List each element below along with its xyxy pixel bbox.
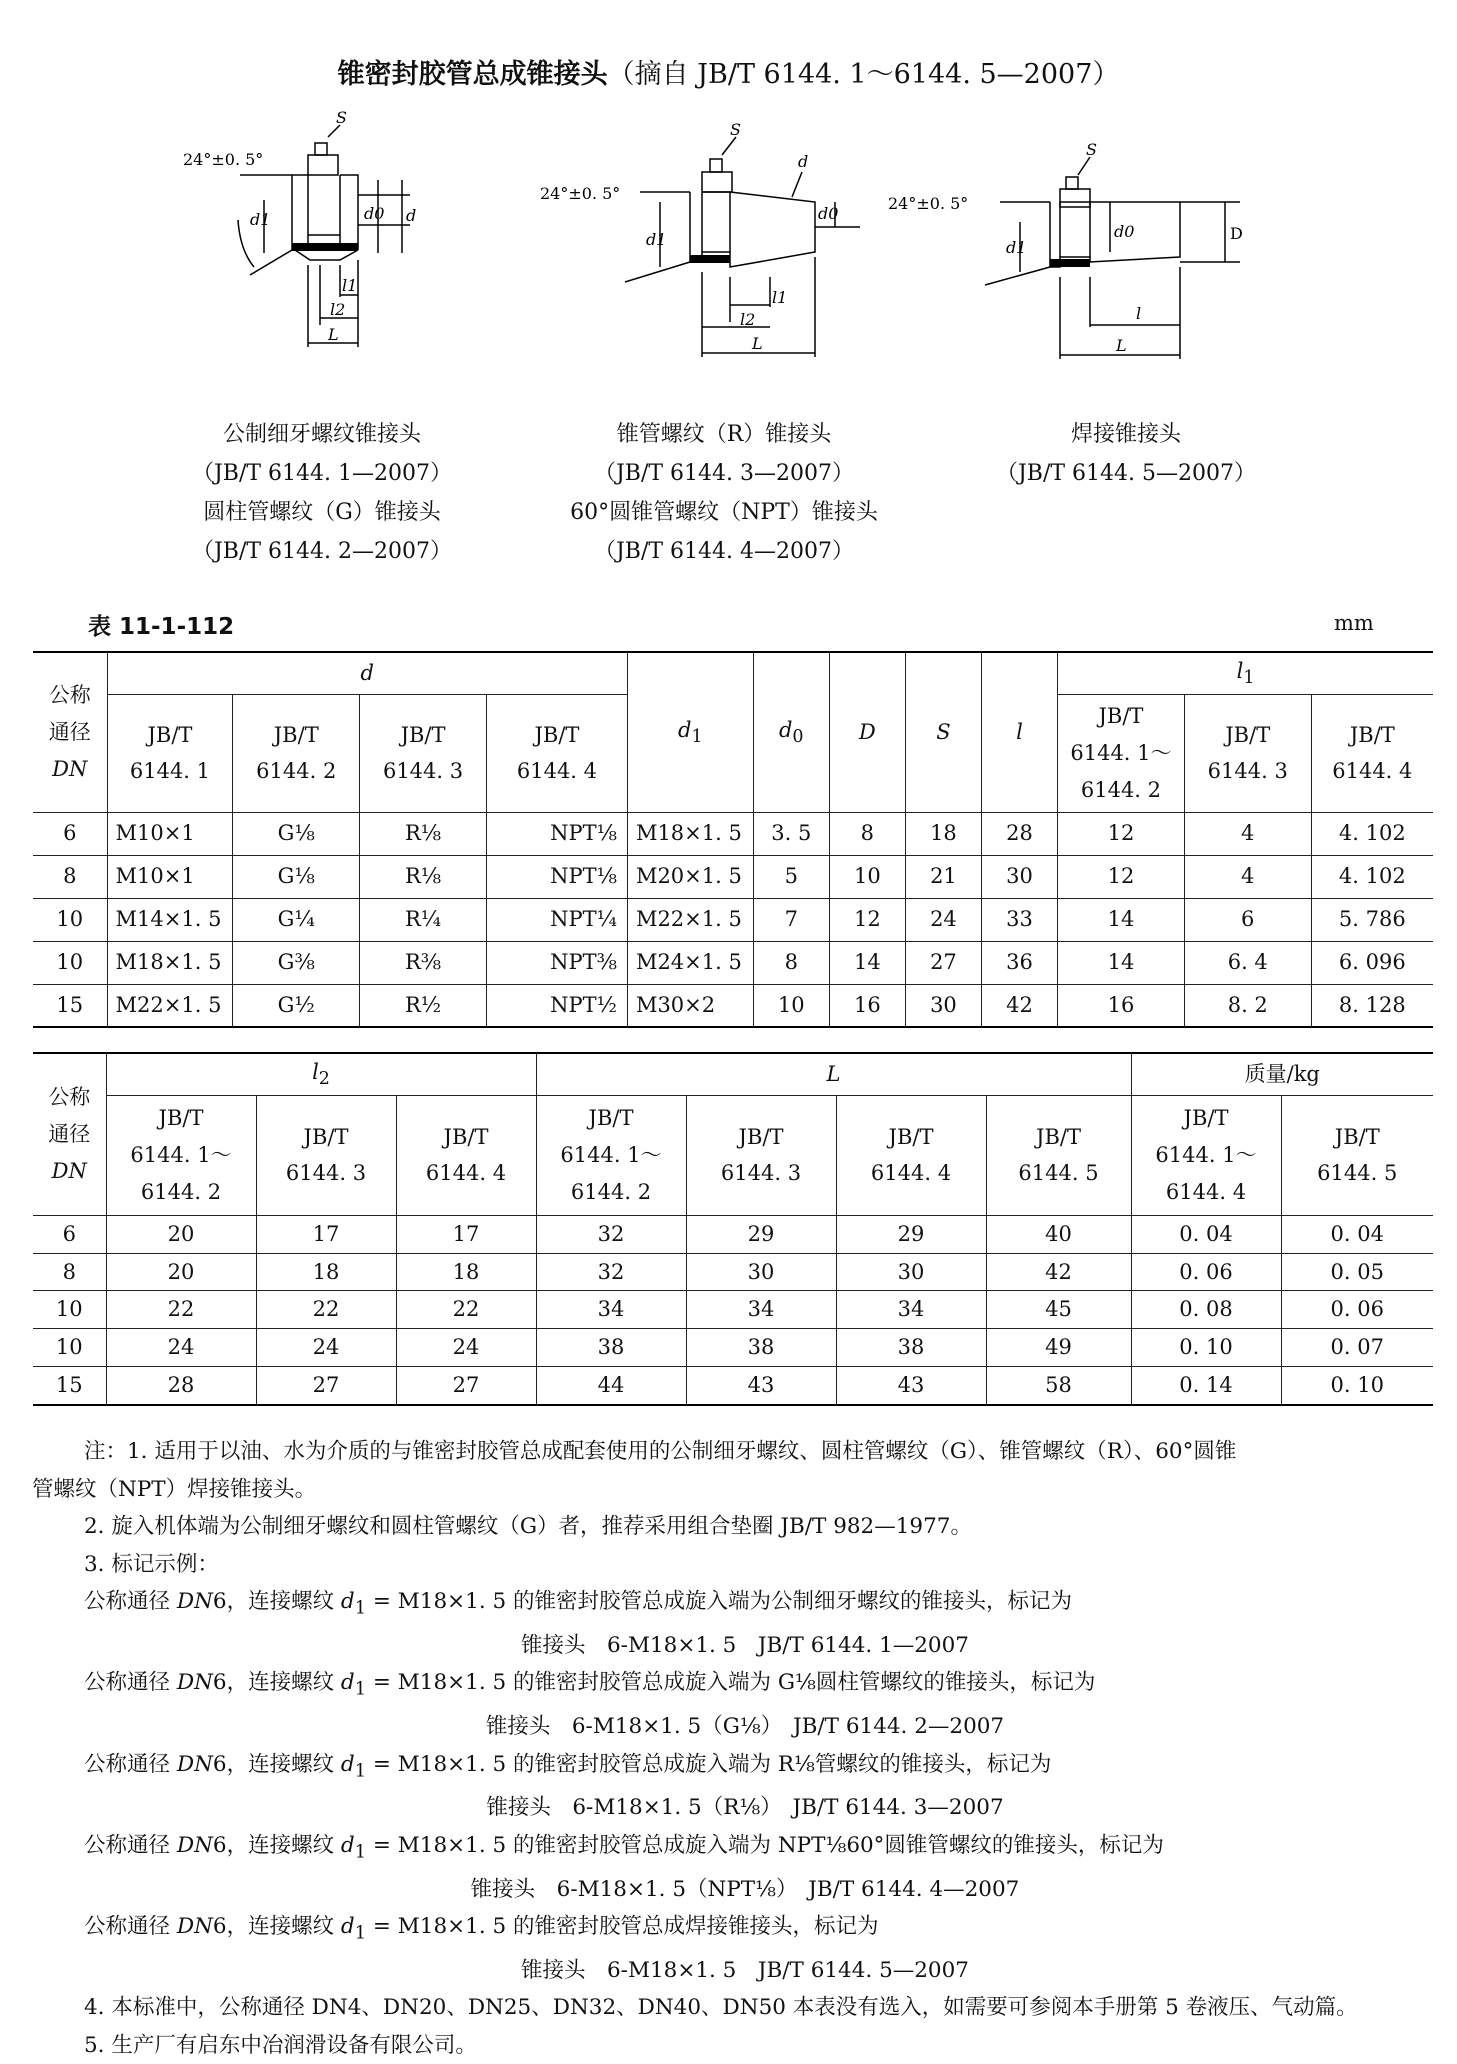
table-cell: 3. 5 — [753, 812, 829, 855]
fig2-label-d: d — [798, 152, 809, 171]
caption-1-line4: （JB/T 6144. 2—2007） — [191, 539, 453, 564]
table-cell: 18 — [905, 812, 981, 855]
table-cell: 38 — [686, 1329, 836, 1367]
header-d-c1: JB/T 6144. 1 — [107, 694, 233, 812]
header2-l2-c12: JB/T 6144. 1～ 6144. 2 — [106, 1095, 256, 1215]
table-cell: 4 — [1184, 812, 1311, 855]
table-cell: 14 — [1058, 898, 1185, 941]
table-cell: 58 — [986, 1366, 1131, 1404]
header2-l2-c4: JB/T 6144. 4 — [396, 1095, 536, 1215]
table-cell: 0. 14 — [1131, 1366, 1281, 1404]
table-cell: 16 — [829, 984, 905, 1027]
example-2-mark: 锥接头 6-M18×1. 5（G⅛） JB/T 6144. 2—2007 — [485, 1714, 1005, 1740]
header-l1-c12: JB/T 6144. 1～ 6144. 2 — [1058, 694, 1185, 812]
header2-mass-c14: JB/T 6144. 1～ 6144. 4 — [1131, 1095, 1281, 1215]
example-5-mark: 锥接头 6-M18×1. 5 JB/T 6144. 5—2007 — [521, 1957, 969, 1983]
fig1-angle: 24°±0. 5° — [183, 150, 264, 169]
table-cell: 42 — [981, 984, 1057, 1027]
table-cell: 0. 05 — [1281, 1253, 1433, 1291]
table-cell: 0. 04 — [1281, 1215, 1433, 1253]
header2-mass: 质量/kg — [1131, 1053, 1433, 1095]
caption-2-line4: （JB/T 6144. 4—2007） — [593, 539, 855, 564]
table-cell: G¼ — [233, 898, 360, 941]
figure-taper-thread-fitting — [530, 120, 870, 367]
fig1-label-s: S — [336, 108, 347, 127]
fig1-label-d1: d1 — [250, 210, 271, 229]
fig3-label-d1: d1 — [1006, 238, 1027, 257]
header2-dn: 公称 通径 DN — [33, 1053, 106, 1215]
note-1a: 注：1. 适用于以油、水为介质的与锥密封胶管总成配套使用的公制细牙螺纹、圆柱管螺纹（G）、锥管螺纹（R）、60°圆锥 — [84, 1439, 1237, 1464]
table-cell: M20×1. 5 — [627, 855, 753, 898]
title-source: （摘自 JB/T 6144. 1～6144. 5—2007） — [607, 59, 1120, 90]
table-cell: 10 — [33, 941, 107, 984]
table-cell: G½ — [233, 984, 360, 1027]
table-cell: 24 — [256, 1329, 396, 1367]
table-cell: 40 — [986, 1215, 1131, 1253]
table-cell: 17 — [396, 1215, 536, 1253]
header-l: l — [981, 652, 1057, 812]
table-cell: 30 — [836, 1253, 986, 1291]
table-cell: 20 — [106, 1215, 256, 1253]
header-S: S — [905, 652, 981, 812]
table-cell: 4. 102 — [1311, 855, 1433, 898]
table-cell: 34 — [536, 1291, 686, 1329]
table-cell: 14 — [829, 941, 905, 984]
caption-1-line1: 公制细牙螺纹锥接头 — [222, 422, 421, 447]
header-d1: $d_1$ — [627, 652, 753, 812]
header-l1-c3: JB/T 6144. 3 — [1184, 694, 1311, 812]
table-cell: 24 — [396, 1329, 536, 1367]
table-row — [33, 1366, 1433, 1404]
table-cell: G⅛ — [233, 812, 360, 855]
table-cell: 29 — [686, 1215, 836, 1253]
table-cell: 0. 07 — [1281, 1329, 1433, 1367]
header-l1: $l_1$ — [1058, 652, 1433, 694]
fig1-label-l2: l2 — [330, 300, 346, 319]
table-cell: 10 — [33, 1329, 106, 1367]
table-number: 表 11-1-112 — [88, 614, 235, 640]
table-cell: 8. 2 — [1184, 984, 1311, 1027]
fig3-label-s: S — [1086, 140, 1097, 159]
table-cell: 24 — [905, 898, 981, 941]
header-dn: 公称 通径 DN — [33, 652, 107, 812]
fig1-label-l1: l1 — [342, 276, 358, 295]
table-row — [33, 855, 1433, 898]
table-cell: 8. 128 — [1311, 984, 1433, 1027]
table-cell: 0. 10 — [1131, 1329, 1281, 1367]
dimension-table-2 — [33, 1052, 1433, 1406]
page-title — [0, 52, 1457, 91]
header-d-c4: JB/T 6144. 4 — [486, 694, 627, 812]
table-row — [33, 1329, 1433, 1367]
caption-2-line3: 60°圆锥管螺纹（NPT）锥接头 — [570, 500, 878, 525]
table-row — [33, 898, 1433, 941]
table-row — [33, 1215, 1433, 1253]
table-cell: R⅜ — [360, 941, 487, 984]
table-cell: M22×1. 5 — [627, 898, 753, 941]
table-cell: 12 — [1058, 855, 1185, 898]
table-cell: 32 — [536, 1253, 686, 1291]
example-4-mark: 锥接头 6-M18×1. 5（NPT⅛） JB/T 6144. 4—2007 — [470, 1876, 1020, 1902]
table-cell: 10 — [33, 898, 107, 941]
table-cell: 44 — [536, 1366, 686, 1404]
table-cell: M18×1. 5 — [627, 812, 753, 855]
table-cell: 30 — [981, 855, 1057, 898]
table-cell: 5 — [753, 855, 829, 898]
note-3: 3. 标记示例： — [84, 1551, 219, 1577]
table-cell: 7 — [753, 898, 829, 941]
table-cell: M22×1. 5 — [107, 984, 233, 1027]
table-cell: 0. 10 — [1281, 1366, 1433, 1404]
table-cell: 18 — [396, 1253, 536, 1291]
fig3-label-L: L — [1116, 336, 1127, 355]
example-3: 公称通径 DN6，连接螺纹 $d_1 = M18\times 1$. 5 的锥密封胶管总成旋入端为 R⅛管螺纹的锥接头，标记为 — [84, 1751, 1052, 1781]
header-l1-c4: JB/T 6144. 4 — [1311, 694, 1433, 812]
table-cell: 24 — [106, 1329, 256, 1367]
table-cell: 10 — [753, 984, 829, 1027]
table-cell: M30×2 — [627, 984, 753, 1027]
fig1-label-d: d — [406, 206, 417, 225]
unit-label: mm — [1334, 611, 1374, 635]
table-cell: M10×1 — [107, 855, 233, 898]
example-2: 公称通径 DN6，连接螺纹 $d_1 = M18\times 1$. 5 的锥密封胶管总成旋入端为 G⅛圆柱管螺纹的锥接头，标记为 — [84, 1670, 1096, 1700]
table-cell: 15 — [33, 1366, 106, 1404]
table-cell: 38 — [836, 1329, 986, 1367]
table-cell: M14×1. 5 — [107, 898, 233, 941]
fig2-angle: 24°±0. 5° — [540, 184, 621, 203]
fig3-angle: 24°±0. 5° — [888, 194, 969, 213]
table-cell: M24×1. 5 — [627, 941, 753, 984]
header2-mass-c5: JB/T 6144. 5 — [1281, 1095, 1433, 1215]
fig2-label-d1: d1 — [646, 230, 667, 249]
header2-l2: $l_2$ — [106, 1053, 536, 1095]
notes — [32, 1433, 1430, 2064]
fig2-label-l2: l2 — [740, 310, 756, 329]
table-cell: 27 — [396, 1366, 536, 1404]
header-d-c3: JB/T 6144. 3 — [360, 694, 487, 812]
table-cell: 6. 4 — [1184, 941, 1311, 984]
table-cell: NPT½ — [486, 984, 627, 1027]
note-1b: 管螺纹（NPT）焊接锥接头。 — [32, 1476, 317, 1502]
example-4: 公称通径 DN6，连接螺纹 $d_1 = M18\times 1$. 5 的锥密封胶管总成旋入端为 NPT⅛60°圆锥管螺纹的锥接头，标记为 — [84, 1832, 1164, 1863]
caption-1-line2: （JB/T 6144. 1—2007） — [191, 461, 453, 486]
table-row — [33, 941, 1433, 984]
table-cell: 42 — [986, 1253, 1131, 1291]
header2-L-c5: JB/T 6144. 5 — [986, 1095, 1131, 1215]
table-cell: 28 — [106, 1366, 256, 1404]
caption-2-line1: 锥管螺纹（R）锥接头 — [616, 422, 832, 447]
table-cell: 0. 06 — [1281, 1291, 1433, 1329]
table-cell: 8 — [33, 855, 107, 898]
fig1-label-L: L — [328, 325, 339, 344]
table-cell: 8 — [829, 812, 905, 855]
fig2-label-s: S — [730, 120, 741, 139]
table-cell: 0. 04 — [1131, 1215, 1281, 1253]
header-D: D — [829, 652, 905, 812]
table-cell: 22 — [396, 1291, 536, 1329]
table-cell: 45 — [986, 1291, 1131, 1329]
table-cell: 27 — [256, 1366, 396, 1404]
caption-2-line2: （JB/T 6144. 3—2007） — [593, 461, 855, 486]
table-cell: 8 — [753, 941, 829, 984]
figure-weld-fitting — [880, 127, 1250, 367]
table-cell: 6. 096 — [1311, 941, 1433, 984]
title-main: 锥密封胶管总成锥接头 — [337, 59, 608, 90]
note-5: 5. 生产厂有启东中冶润滑设备有限公司。 — [84, 2032, 477, 2058]
table-cell: 28 — [981, 812, 1057, 855]
table-cell: 12 — [829, 898, 905, 941]
header2-L: L — [536, 1053, 1131, 1095]
table-cell: 30 — [686, 1253, 836, 1291]
table-cell: 21 — [905, 855, 981, 898]
table-cell: 12 — [1058, 812, 1185, 855]
table-cell: NPT¼ — [486, 898, 627, 941]
table-cell: 43 — [836, 1366, 986, 1404]
fig3-label-l: l — [1136, 304, 1142, 323]
table-cell: 20 — [106, 1253, 256, 1291]
caption-3-line1: 焊接锥接头 — [1070, 422, 1181, 447]
table-cell: 33 — [981, 898, 1057, 941]
table-row — [33, 1291, 1433, 1329]
table-cell: 36 — [981, 941, 1057, 984]
header-d-c2: JB/T 6144. 2 — [233, 694, 360, 812]
table-cell: M18×1. 5 — [107, 941, 233, 984]
table-cell: 17 — [256, 1215, 396, 1253]
caption-3 — [916, 415, 1336, 493]
table-cell: 0. 06 — [1131, 1253, 1281, 1291]
table-cell: 4 — [1184, 855, 1311, 898]
header2-L-c12: JB/T 6144. 1～ 6144. 2 — [536, 1095, 686, 1215]
caption-1 — [112, 415, 532, 571]
header2-L-c3: JB/T 6144. 3 — [686, 1095, 836, 1215]
table-row — [33, 1253, 1433, 1291]
caption-2 — [514, 415, 934, 571]
caption-3-line2: （JB/T 6144. 5—2007） — [995, 461, 1257, 486]
table-cell: M10×1 — [107, 812, 233, 855]
table-cell: NPT⅛ — [486, 855, 627, 898]
table-cell: NPT⅛ — [486, 812, 627, 855]
table-cell: 38 — [536, 1329, 686, 1367]
table-cell: 15 — [33, 984, 107, 1027]
table-cell: G⅜ — [233, 941, 360, 984]
header2-l2-c3: JB/T 6144. 3 — [256, 1095, 396, 1215]
table-cell: 18 — [256, 1253, 396, 1291]
table-cell: 0. 08 — [1131, 1291, 1281, 1329]
table-cell: NPT⅜ — [486, 941, 627, 984]
example-1: 公称通径 DN6，连接螺纹 $d_1 = M18\times 1$. 5 的锥密封胶管总成旋入端为公制细牙螺纹的锥接头，标记为 — [84, 1589, 1073, 1619]
fig3-label-D: D — [1230, 224, 1243, 243]
table-cell: 30 — [905, 984, 981, 1027]
table-cell: R⅛ — [360, 812, 487, 855]
header-d0: $d_0$ — [753, 652, 829, 812]
table-cell: R⅛ — [360, 855, 487, 898]
table-cell: 10 — [829, 855, 905, 898]
figure-metric-thread-fitting — [180, 108, 510, 365]
table-cell: R¼ — [360, 898, 487, 941]
table-cell: 43 — [686, 1366, 836, 1404]
table-cell: R½ — [360, 984, 487, 1027]
table-cell: 5. 786 — [1311, 898, 1433, 941]
table-cell: 22 — [106, 1291, 256, 1329]
table-row — [33, 812, 1433, 855]
table-cell: 6 — [33, 812, 107, 855]
table-cell: 22 — [256, 1291, 396, 1329]
table-cell: 34 — [686, 1291, 836, 1329]
table-cell: 29 — [836, 1215, 986, 1253]
table-cell: 6 — [33, 1215, 106, 1253]
example-5: 公称通径 DN6，连接螺纹 $d_1 = M18\times 1$. 5 的锥密封胶管总成焊接锥接头，标记为 — [84, 1914, 879, 1944]
table-cell: 32 — [536, 1215, 686, 1253]
header2-L-c4: JB/T 6144. 4 — [836, 1095, 986, 1215]
table-cell: 16 — [1058, 984, 1185, 1027]
table-cell: 49 — [986, 1329, 1131, 1367]
table-cell: 6 — [1184, 898, 1311, 941]
table-cell: 10 — [33, 1291, 106, 1329]
table-cell: 8 — [33, 1253, 106, 1291]
table-cell: G⅛ — [233, 855, 360, 898]
note-4: 4. 本标准中，公称通径 DN4、DN20、DN25、DN32、DN40、DN50 本表没有选入，如需要可参阅本手册第 5 卷液压、气动篇。 — [84, 1995, 1358, 2021]
caption-1-line3: 圆柱管螺纹（G）锥接头 — [203, 500, 441, 525]
table-cell: 4. 102 — [1311, 812, 1433, 855]
figures — [0, 108, 1457, 375]
table-row — [33, 984, 1433, 1027]
fig3-label-d0: d0 — [1114, 222, 1135, 241]
header-d: d — [107, 652, 627, 694]
table-cell: 27 — [905, 941, 981, 984]
fig1-label-d0: d0 — [364, 204, 385, 223]
fig2-label-d0: d0 — [818, 204, 839, 223]
table-cell: 14 — [1058, 941, 1185, 984]
dimension-table-1 — [33, 651, 1433, 1028]
fig2-label-L: L — [752, 334, 763, 353]
note-2: 2. 旋入机体端为公制细牙螺纹和圆柱管螺纹（G）者，推荐采用组合垫圈 JB/T 982—1977。 — [84, 1514, 972, 1539]
table-cell: 34 — [836, 1291, 986, 1329]
example-1-mark: 锥接头 6-M18×1. 5 JB/T 6144. 1—2007 — [521, 1632, 969, 1658]
example-3-mark: 锥接头 6-M18×1. 5（R⅛） JB/T 6144. 3—2007 — [486, 1795, 1004, 1821]
fig2-label-l1: l1 — [772, 288, 788, 307]
